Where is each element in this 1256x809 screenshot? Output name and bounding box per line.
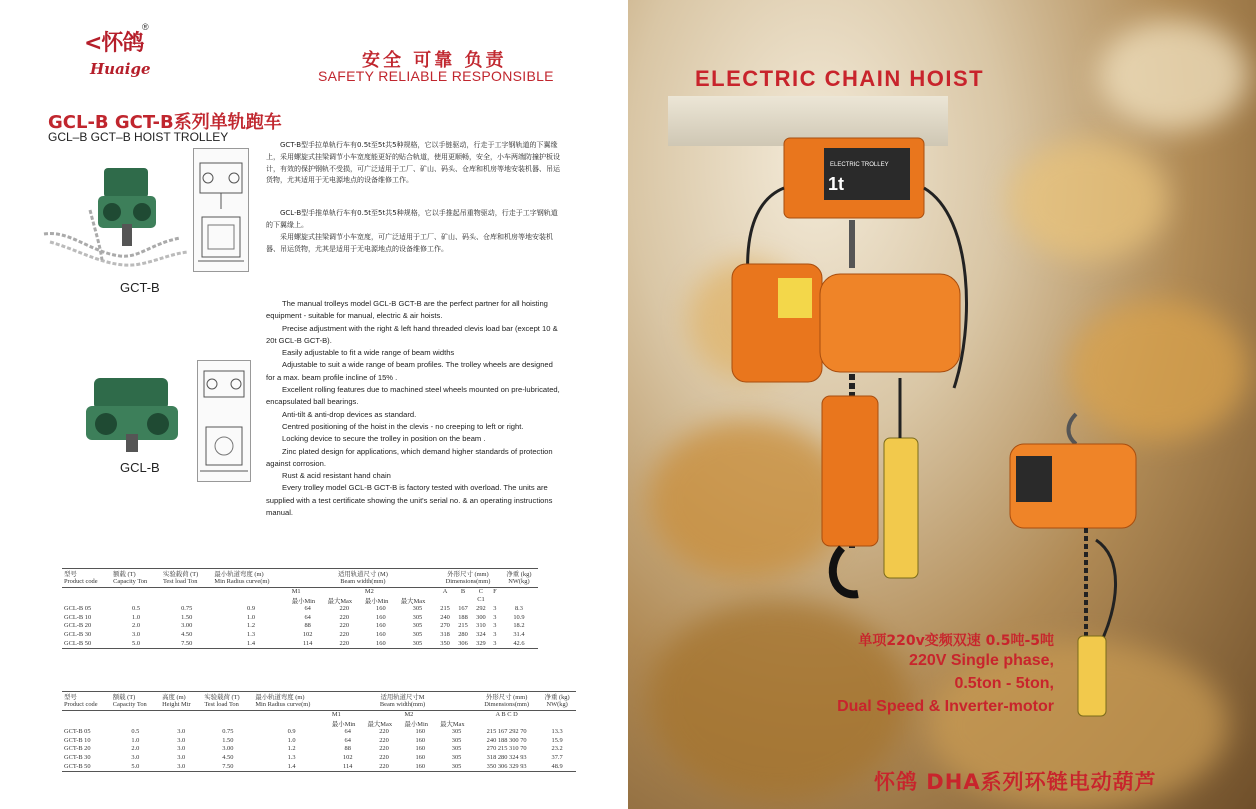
table-header: 适用轨道尺寸 (M) <box>290 569 436 579</box>
table-subheader: M2 <box>404 710 414 718</box>
table-subheader: M1 <box>331 710 341 718</box>
table-header: Min Radius curve(m) <box>212 578 289 587</box>
table-header: 型号 <box>62 569 111 579</box>
slogan-english: SAFETY RELIABLE RESPONSIBLE <box>318 68 554 84</box>
capacity-mark: 1t <box>828 174 845 194</box>
gcl-b-caption: GCL-B <box>120 460 160 475</box>
table-subheader: B <box>460 587 466 595</box>
gcl-b-trolley-photo <box>78 372 186 456</box>
feature-paragraph: Every trolley model GCL-B GCT-B is factory tested with overload. The units are supplied with a test certificate showing the unit's serial no. & an operating instructions manual. <box>266 483 553 518</box>
table-row: GCT-B 20 2.0 3.0 3.00 1.2 88 220 160 305 270 215 310 70 23.2 <box>64 745 563 753</box>
gcl-b-spec-table <box>62 568 538 649</box>
gcl-b-technical-drawing <box>197 360 251 482</box>
gct-b-caption: GCT-B <box>120 280 160 295</box>
table-header: Beam width(mm) <box>290 578 436 587</box>
product-title: ELECTRIC CHAIN HOIST <box>695 66 985 91</box>
table-header: Height Mtr <box>160 701 202 710</box>
table-subheader: M2 <box>364 587 374 595</box>
section-title-chinese: GCL-B GCT-B系列单轨跑车 <box>48 112 282 133</box>
table-subheader: 最小Min <box>364 598 389 606</box>
table-row: GCL-B 20 2.0 3.00 1.2 88 220 160 305 270 215 310 3 18.2 <box>64 622 525 630</box>
table-header: Capacity Ton <box>111 701 160 710</box>
table-subheader: 最小Min <box>291 598 316 606</box>
table-header: 型号 <box>62 692 111 702</box>
table-subheader: 最小Min <box>404 721 428 729</box>
feature-paragraph: Centred positioning of the hoist in the clevis - no creeping to left or right. <box>282 421 524 431</box>
feature-paragraph: Excellent rolling features due to machined steel wheels mounted on pre-lubricated, encapsulated ball bearings. <box>266 385 560 407</box>
table-header: 实验载荷 (T) <box>202 692 253 702</box>
logo-chinese: <怀鸽 <box>84 31 144 56</box>
logo-english: Huaige <box>90 60 151 78</box>
table-header: 高度 (m) <box>160 692 202 702</box>
table-subheader: A <box>442 587 448 595</box>
table-row: GCT-B 10 1.0 3.0 1.50 1.0 64 220 160 305 240 188 300 70 15.9 <box>64 736 563 744</box>
table-header: Dimensions(mm) <box>475 701 538 710</box>
feature-paragraph: Precise adjustment with the right & left hand threaded clevis load bar (except 10 & 20t GCL-B GCT-B). <box>266 323 558 345</box>
table-subheader: C1 <box>477 596 485 604</box>
table-row: GCL-B 05 0.5 0.75 0.9 64 220 160 305 215 167 292 3 8.3 <box>64 605 523 613</box>
table-header: Test load Ton <box>161 578 212 587</box>
table-row: GCT-B 05 0.5 3.0 0.75 0.9 64 220 160 305 215 167 292 70 13.3 <box>64 728 563 736</box>
table-subheader: M1 <box>291 587 301 595</box>
section-title-english: GCL–B GCT–B HOIST TROLLEY <box>48 130 229 144</box>
table-subheader: 最大Max <box>327 598 353 606</box>
gct-b-trolley-photo <box>40 160 190 275</box>
series-title-cn: 怀鸽 DHA系列环链电动葫芦 <box>874 770 1157 794</box>
table-header: NW(kg) <box>500 578 538 587</box>
feature-paragraph: Locking device to secure the trolley in position on the beam . <box>282 434 486 444</box>
description-cn-paragraph: 采用螺旋式挂梁调节小车宽度，可广泛适用于工厂、矿山、码头、仓库和机房等地安装机器、吊运货物，尤其是适用于无电源地点的设备维修工作。 <box>266 233 553 253</box>
feature-paragraph: Rust & acid resistant hand chain <box>282 471 391 481</box>
table-header: 适用轨道尺寸M <box>330 692 475 702</box>
table-subheader: 最大Max <box>440 721 465 729</box>
feature-paragraph: Zinc plated design for applications, which demand higher standards of protection against corrosion. <box>266 446 553 468</box>
table-header: Product code <box>62 701 111 710</box>
gct-b-spec-table <box>62 691 576 772</box>
table-header: 外形尺寸 (mm) <box>436 569 500 579</box>
hoist-nameplate-label: ELECTRIC TROLLEY <box>830 162 889 168</box>
table-header: Capacity Ton <box>111 578 161 587</box>
feature-headline-en: 0.5ton - 5ton, <box>954 675 1054 692</box>
table-header: NW(kg) <box>538 701 576 710</box>
table-subheader: A B C D <box>495 710 518 718</box>
table-row: GCL-B 30 3.0 4.50 1.3 102 220 160 305 318 280 324 3 31.4 <box>64 630 525 638</box>
table-header: 额载 (T) <box>111 569 161 579</box>
right-page-photo <box>628 0 1256 809</box>
feature-headline-cn: 单项220v变频双速 0.5吨-5吨 <box>858 633 1054 649</box>
slogan-chinese: 安全 可靠 负责 <box>362 50 507 71</box>
table-header: Dimensions(mm) <box>436 578 500 587</box>
table-subheader: C <box>478 587 484 595</box>
table-row: GCT-B 50 5.0 3.0 7.50 1.4 114 220 160 305 350 306 329 93 48.9 <box>62 763 576 772</box>
feature-paragraph: Easily adjustable to fit a wide range of beam widths <box>282 348 455 358</box>
table-subheader: F <box>493 587 497 595</box>
table-header: 外形尺寸 (mm) <box>475 692 538 702</box>
table-header: Test load Ton <box>202 701 253 710</box>
feature-paragraph: Anti-tilt & anti-drop devices as standard. <box>282 409 417 419</box>
gct-b-technical-drawing <box>193 148 249 272</box>
table-header: 实验载荷 (T) <box>161 569 212 579</box>
description-cn-paragraph: GCT-B型手拉单轨行车有0.5t至5t共5种规格，它以手链驱动，行走于工字钢轨道的下翼缘上，采用螺旋式挂梁调节小车宽度能更好的贴合轨道，使用更顺畅，安全，小车两端防撞护板设计，有效的保护钢轨不受损，可广泛适用于工厂、矿山、码头、仓库和机房等地安装机器、吊运货物，尤其适用于无电源地点的设备维修工作。 <box>266 141 560 185</box>
electric-chain-hoist-small <box>1006 410 1146 720</box>
table-subheader: 最大Max <box>367 721 393 729</box>
table-subheader: 最大Max <box>400 598 426 606</box>
feature-headline-en: Dual Speed & Inverter-motor <box>837 698 1054 715</box>
description-en <box>266 298 562 519</box>
table-row: GCT-B 30 3.0 3.0 4.50 1.3 102 220 160 305 318 280 324 93 37.7 <box>64 753 563 761</box>
feature-paragraph: The manual trolleys model GCL-B GCT-B are the perfect partner for all hoisting equipment - suitable for manual, electric & air hoists. <box>266 299 548 321</box>
feature-headline-en: 220V Single phase, <box>909 652 1054 669</box>
table-header: 最小轨道弯度 (m) <box>253 692 330 702</box>
table-row: GCL-B 50 5.0 7.50 1.4 114 220 160 305 350 306 329 3 42.6 <box>62 640 538 649</box>
feature-paragraph: Adjustable to suit a wide range of beam profiles. The trolley wheels are designed for a max. beam profile incline of 15% . <box>266 360 553 382</box>
table-row: GCL-B 10 1.0 1.50 1.0 64 220 160 305 240 188 300 3 10.9 <box>64 613 525 621</box>
table-header: 净重 (kg) <box>538 692 576 702</box>
description-cn-paragraph: GCL-B型手推单轨行车有0.5t至5t共5种规格，它以手推起吊重物驱动，行走于工字钢轨道的下翼缘上。 <box>266 209 558 229</box>
electric-chain-hoist-large <box>724 128 984 608</box>
registered-mark: ® <box>142 22 149 32</box>
table-header: 净重 (kg) <box>500 569 538 579</box>
brand-logo <box>84 22 164 80</box>
table-header: Beam width(mm) <box>330 701 475 710</box>
table-header: 最小轨道弯度 (m) <box>212 569 289 579</box>
table-header: Product code <box>62 578 111 587</box>
table-header: Min Radius curve(m) <box>253 701 330 710</box>
table-header: 额载 (T) <box>111 692 160 702</box>
table-subheader: 最小Min <box>331 721 356 729</box>
